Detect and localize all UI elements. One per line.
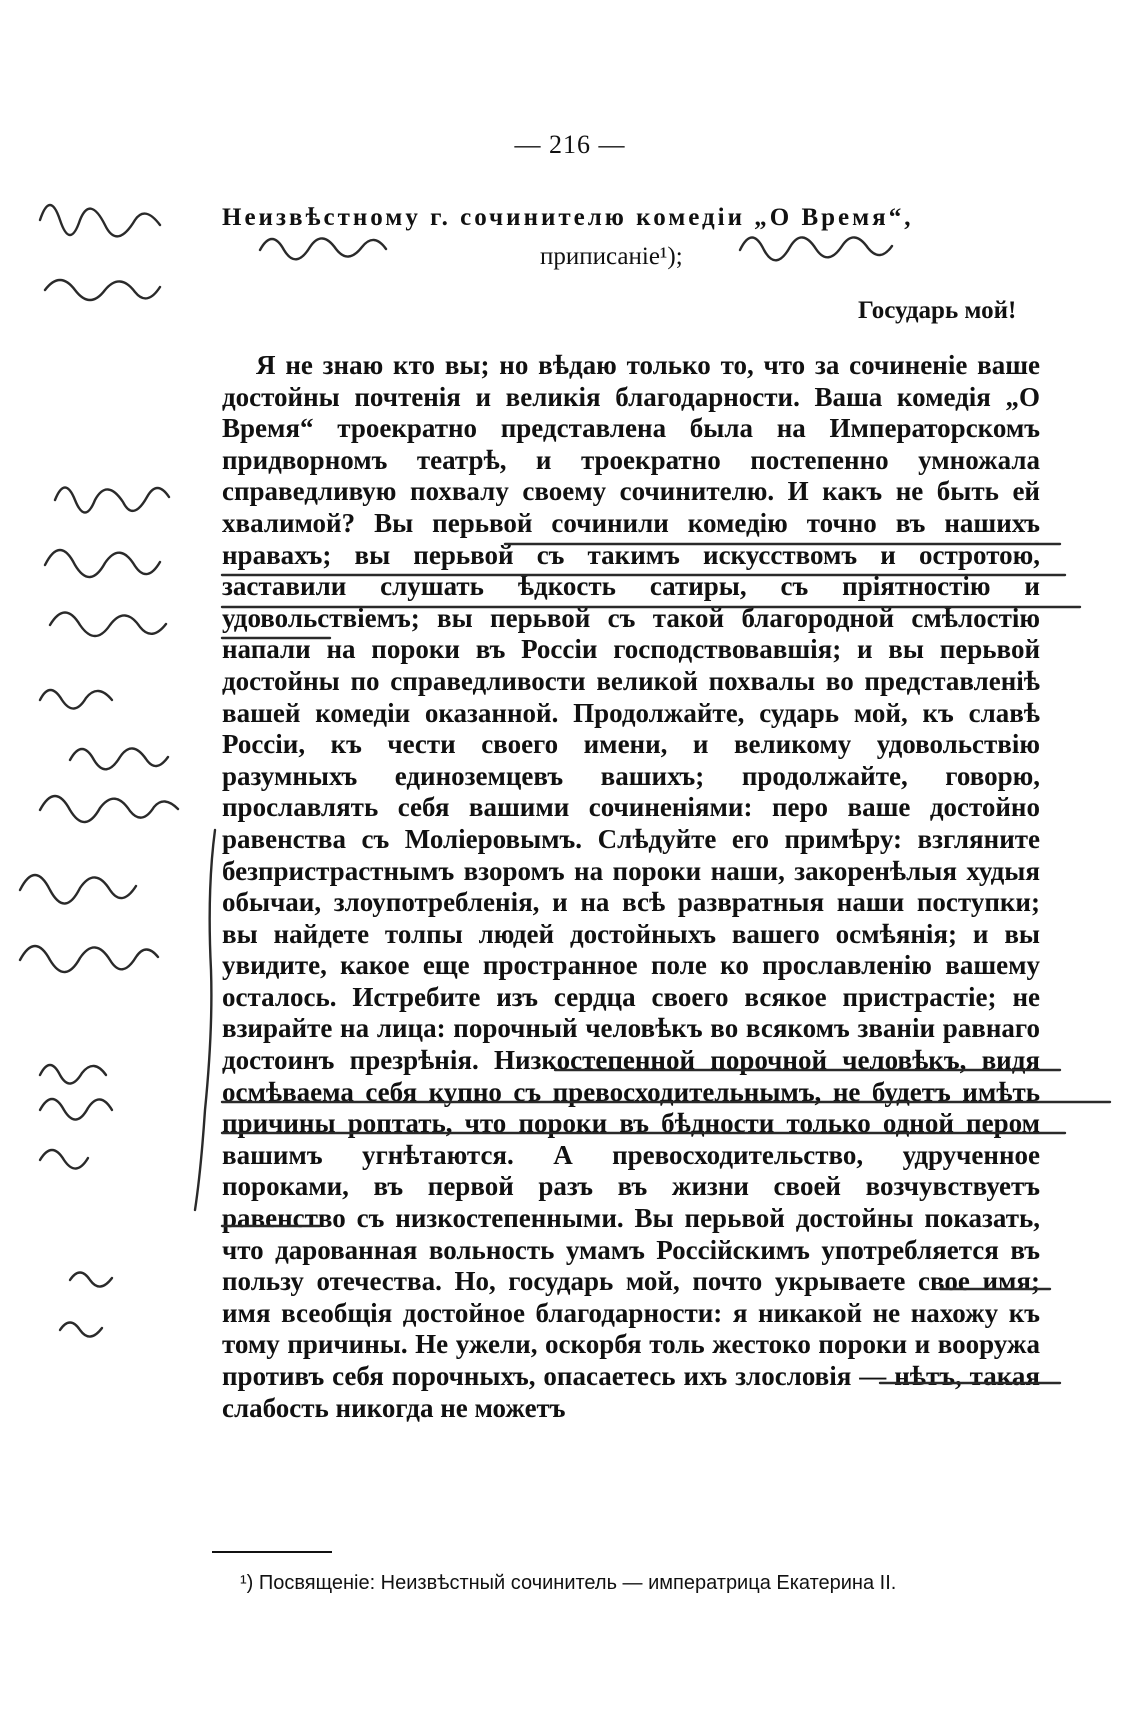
footnote-divider xyxy=(212,1551,332,1553)
page-number: — 216 — xyxy=(514,130,626,159)
letter-body: Я не знаю кто вы; но вѣдаю только то, что за сочиненіе ваше достойны почтенія и великія благодарности. Ваша комедія „О Время“ троекратно представлена была на Императорскомъ придворномъ театрѣ, и троекратно постепенно умножала справедливую похвалу своему сочинителю. И какъ не быть ей хвалимой? Вы перьвой сочинили комедію точно въ нашихъ нравахъ; вы перьвой съ такимъ искусствомъ и остротою, заставили слушать ѣдкость сатиры, съ пріятностію и удовольствіемъ; вы перьвой съ такой благородной смѣлостію напали на пороки въ Россіи господствовавшія; и вы перьвой достойны по справедливости великой похвалы во представленіѣ вашей комедіи оказанной. Продолжайте, сударь мой, къ славѣ Россіи, къ чести своего имени, и великому удовольствію разумныхъ единоземцевъ вашихъ; продолжайте, говорю, прославлять себя вашими сочиненіями: перо ваше достойно равенства съ Моліеровымъ. Слѣдуйте его примѣру: взгляните безпристрастнымъ взоромъ на пороки наши, закоренѣлыя худыя обычаи, злоупотребленія, и на всѣ развратныя наши поступки; вы найдете толпы людей достойныхъ вашего осмѣянія; и вы увидите, какое еще пространное поле ко прославленію вашему осталось. Истребите изъ сердца своего всякое пристрастіе; не взирайте на лица: порочный человѣкъ во всякомъ званіи равнаго достоинъ презрѣнія. Низкостепенной порочной человѣкъ, видя осмѣваема себя купно съ превосходительнымъ, не будетъ имѣть причины роптать, что пороки въ бѣдности только одной пером вашимъ угнѣтаются. А превосходительство, удрученное пороками, въ первой разъ въ жизни своей возчувствуетъ равенство съ низкостепенными. Вы перьвой достойны показать, что дарованная вольность умамъ Россійскимъ употребляется въ пользу отечества. Но, государь мой, почто укрываете свое имя; имя всеобщія достойное благодарности: я никакой не нахожу къ тому причины. Не ужели, оскорбя толь жестоко пороки и вооружа противъ себя порочныхъ, опасаетесь ихъ злословія — нѣтъ, такая слабость никогда не можетъ xyxy=(222,350,1040,1423)
salutation: Государь мой! xyxy=(858,297,1017,324)
dedication-line: приписанiе¹); xyxy=(540,243,683,270)
letter-address: Неизвѣстному г. сочинителю комедiи „О Время“, xyxy=(222,204,914,231)
footnote: ¹) Посвященіе: Неизвѣстный сочинитель — императрица Екатерина II. xyxy=(240,1572,897,1594)
